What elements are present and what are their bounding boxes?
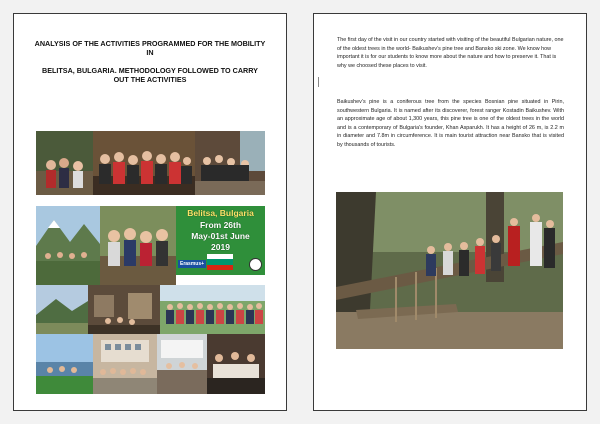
bulgaria-flag-icon: [207, 254, 233, 270]
collage-photo-indoor-group: [93, 131, 195, 195]
banner-date-range: May-01st June: [191, 231, 250, 241]
collage-photo-restaurant-group: [195, 131, 265, 195]
erasmus-logo: Erasmus+: [180, 261, 205, 267]
document-heading-line1: ANALYSIS OF THE ACTIVITIES PROGRAMMED FOR THE MOBILITY IN: [34, 39, 266, 57]
photo-group-on-pine-tree: [336, 192, 563, 349]
right-page: [313, 13, 587, 411]
collage-photo-town-square: [93, 334, 157, 394]
collage-photo-classroom: [157, 334, 207, 394]
text-cursor: [318, 77, 319, 87]
collage-photo-students-outdoor: [100, 206, 176, 285]
document-heading-line2: BELITSA, BULGARIA. METHODOLOGY FOLLOWED TO CARRY OUT THE ACTIVITIES: [42, 66, 258, 84]
school-logo-icon: [249, 258, 262, 271]
banner-title: Belitsa, Bulgaria: [187, 208, 254, 218]
collage-photo-beach: [36, 334, 93, 394]
banner-year: 2019: [211, 242, 230, 252]
collage-photo-dinner: [207, 334, 265, 394]
collage-photo-landscape: [36, 285, 88, 334]
paragraph-visit-intro: The first day of the visit in our country started with visiting of the beautiful Bulgarian nature, one of the oldest trees in the world- Baikushev’s pine tree and Bansko ski zone. We know how important it is for our students to know more about the nature and how to preserve it. That is why we choosed these places to visit.: [337, 37, 564, 69]
collage-photo-mountain: [36, 206, 100, 285]
photo-collage: [36, 131, 265, 394]
paragraph-baikushev-pine: Baikushev’s pine is a coniferous tree from the species Bosnian pine situated in Pirin, southwestern Bulgaria. It is named after its discoverer, forest ranger Kostadin Baikushev. With an approximate age of about 1,300 years, this pine tree is one of the oldest trees in the world and is a contemporary of Bulgaria's founder, Khan Asparukh. It has a height of 26 m, is 2.2 m in diameter and 7.8m in circumference. It is main tourist attraction near Bansko that is visited by thousands of tourists.: [337, 99, 564, 148]
collage-photo-group-lineup: [160, 285, 265, 334]
collage-photo-forest-group: [36, 131, 93, 195]
collage-photo-village: [88, 285, 160, 334]
event-banner: [176, 206, 265, 275]
left-page: [13, 13, 287, 411]
banner-date-from: From 26th: [199, 220, 242, 230]
